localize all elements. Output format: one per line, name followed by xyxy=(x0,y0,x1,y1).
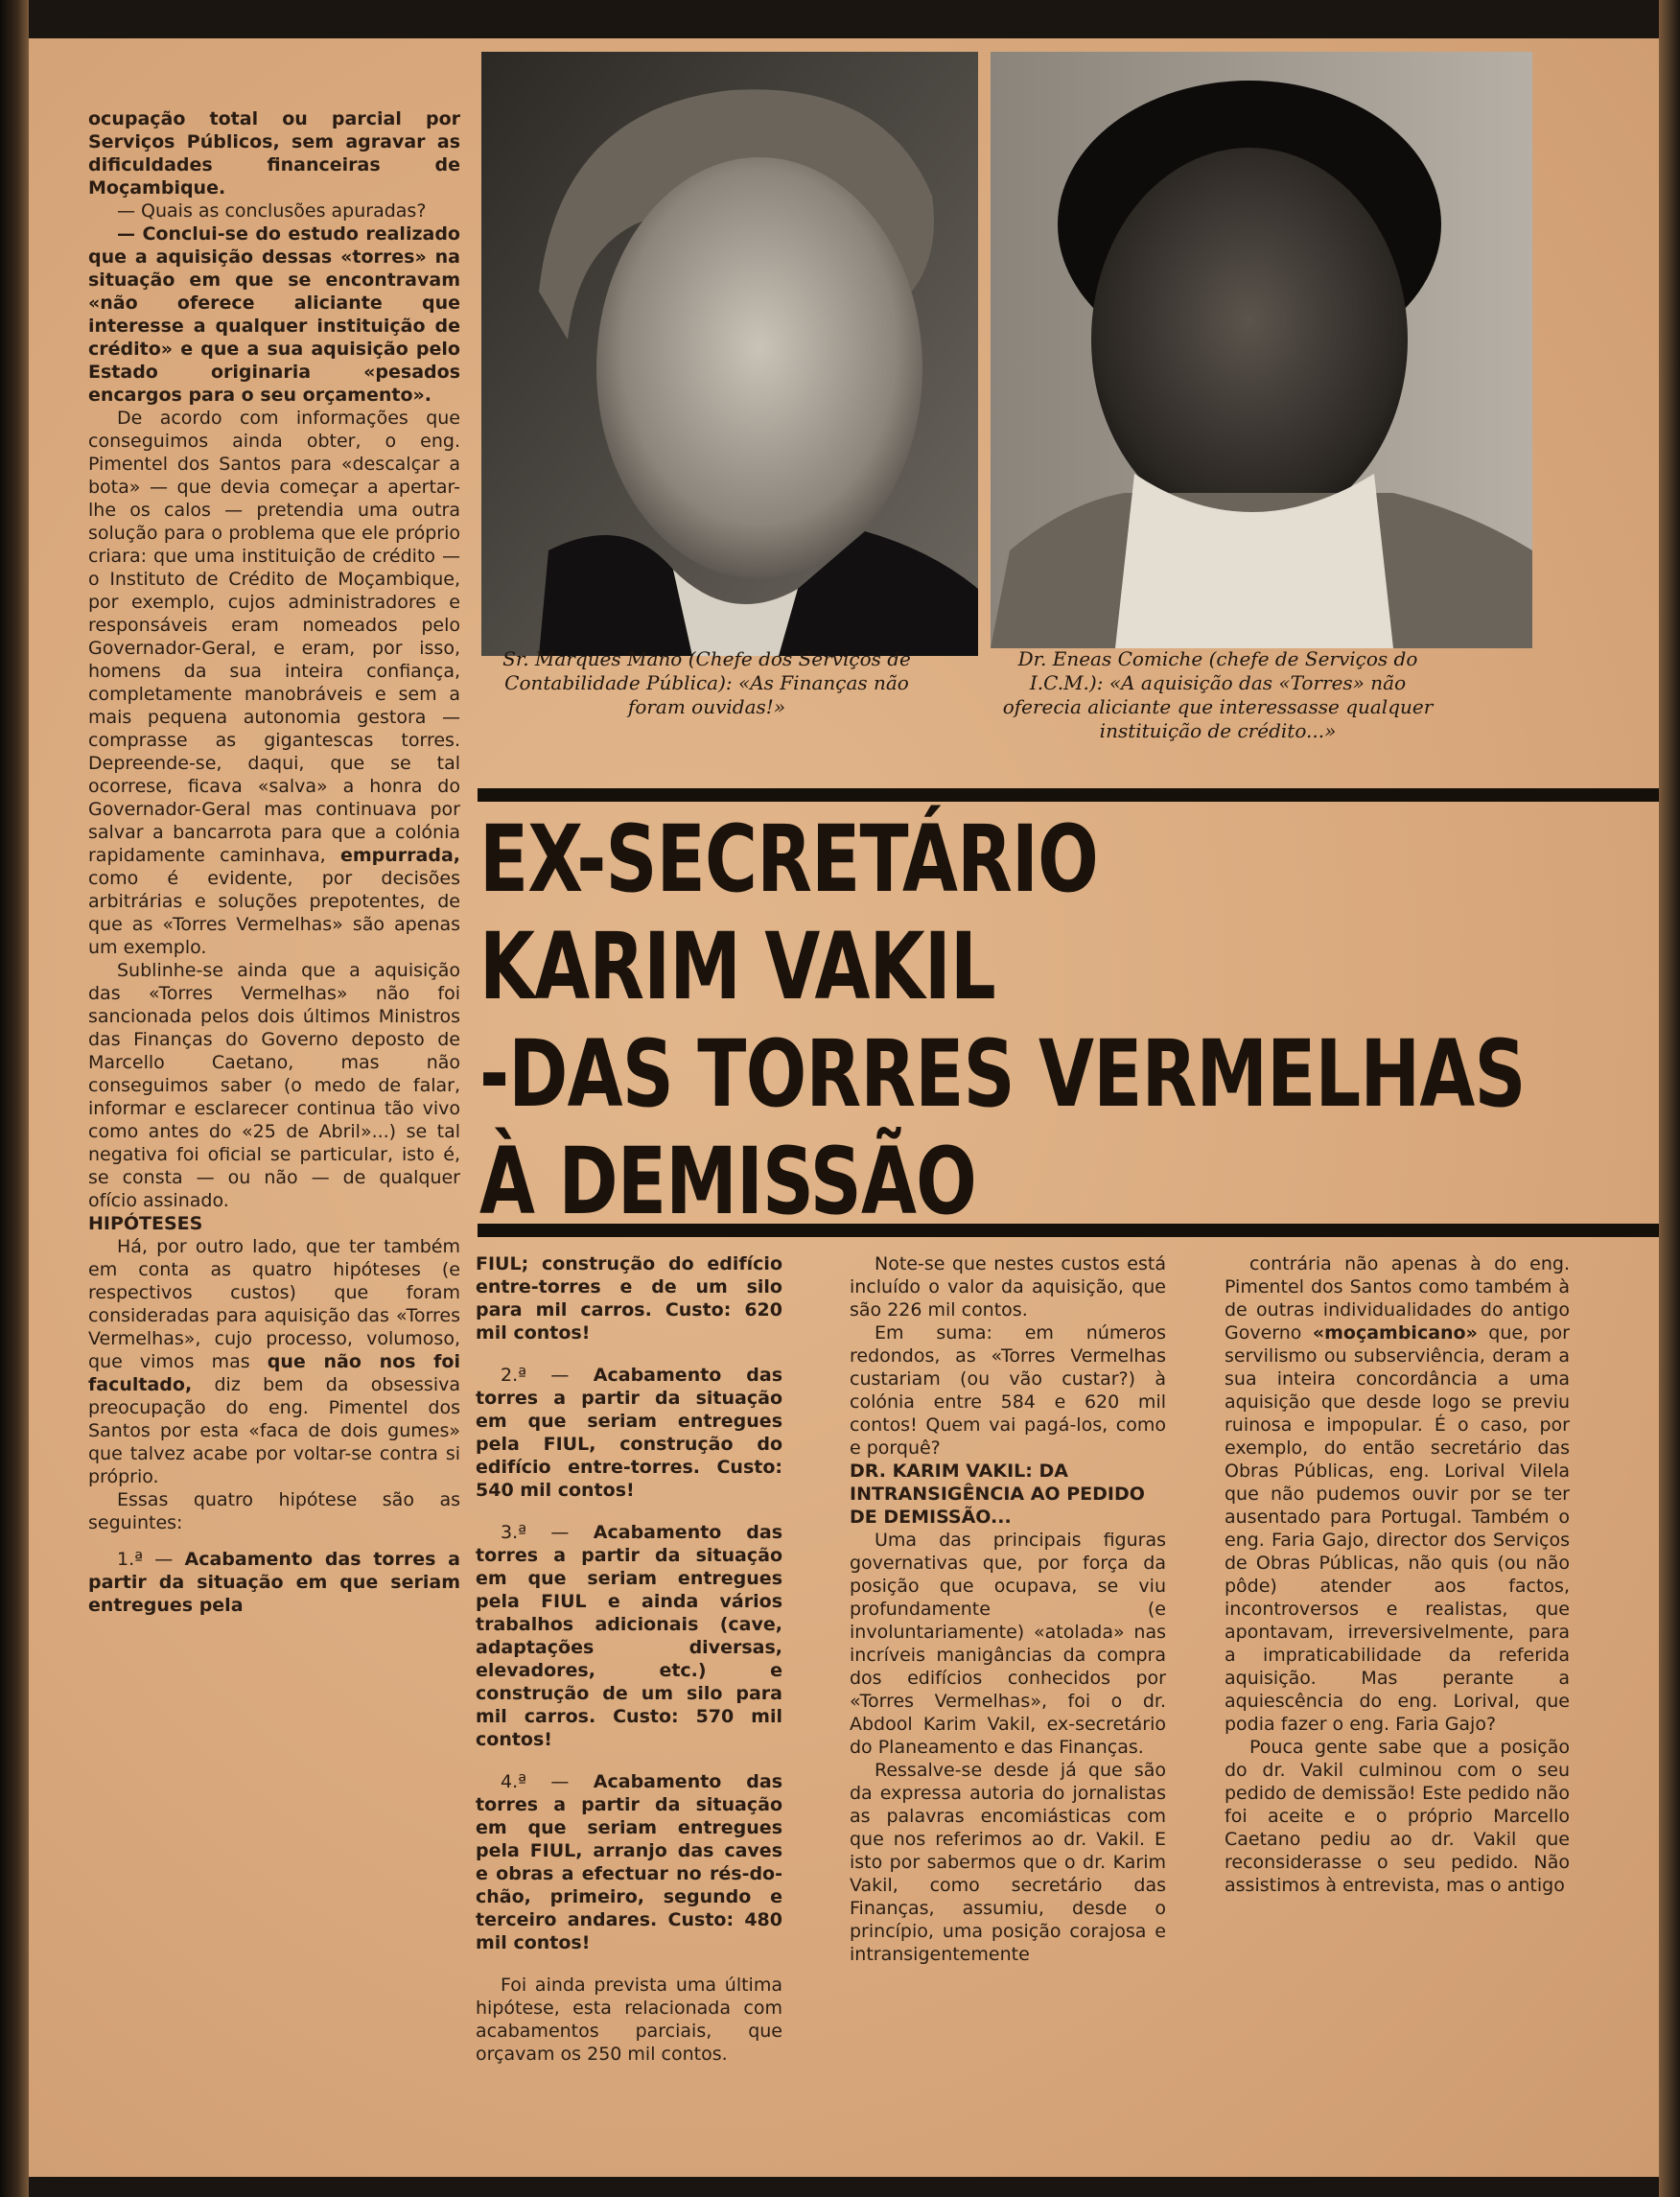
col3-paragraph-4: Ressalve-se desde já que são da expressa autoria do jornalistas as palavras encomiásticas com que nos referimos ao dr. Vakil. E isto por sabermos que o dr. Karim Vakil, como secretário das Finanças, assumiu, desde o princípio, uma posição corajosa e intransigentemente xyxy=(850,1760,1166,1965)
caption-right: Dr. Eneas Comiche (chefe de Serviços do I.C.M.): «A aquisição das «Torres» não oferecia aliciante que interessasse qualquer instituição de crédito...» xyxy=(1002,647,1434,742)
col1-paragraph-2: — Quais as conclusões apuradas? xyxy=(117,200,427,222)
headline-top-rule xyxy=(478,788,1659,802)
col2-item-3-text: Acabamento das torres a partir da situação em que seriam entregues pela FIUL e ainda vários trabalhos adicionais (cave, adaptações diversas, elevadores, etc.) e construção de um silo para mil carros. Custo: 570 mil contos! xyxy=(476,1522,783,1750)
col1-paragraph-4 xyxy=(88,407,460,959)
col2-item-3 xyxy=(476,1521,782,1751)
col2-paragraph-1: FIUL; construção do edifício entre-torres e de um silo para mil carros. Custo: 620 mil contos! xyxy=(476,1253,782,1344)
page-spine xyxy=(0,0,29,2197)
col1-paragraph-4-bold: empurrada, xyxy=(340,845,461,866)
col1-subheading: HIPÓTESES xyxy=(88,1213,203,1234)
col2-item-4 xyxy=(476,1770,782,1954)
headline-line-2: KARIM VAKIL xyxy=(479,913,995,1020)
col3-paragraph-3: Uma das principais figuras governativas que, por força da posição que ocupava, se viu profundamente (e involuntariamente) «atolada» nas incríveis manigâncias da compra dos edifícios conhecidos por «Torres Vermelhas», foi o dr. Abdool Karim Vakil, ex-secretário do Planeamento e das Finanças. xyxy=(850,1530,1166,1758)
col1-item-1-number: 1.ª — xyxy=(117,1549,174,1570)
magazine-page xyxy=(29,38,1659,2177)
col1-paragraph-6-text: Há, por outro lado, que ter também em conta as quatro hipóteses (e respectivos custos) que foram consideradas para aquisição das «Torres Vermelhas», cujo processo, volumoso, que vimos mas xyxy=(88,1236,460,1372)
col2-item-4-text: Acabamento das torres a partir da situação em que seriam entregues pela FIUL, arranjo das caves e obras a efectuar no rés-do-chão, primeiro, segundo e terceiro andares. Custo: 480 mil contos! xyxy=(476,1771,783,1953)
headline-line-3: -DAS TORRES VERMELHAS xyxy=(479,1020,1526,1128)
column-4 xyxy=(1225,1252,1570,1897)
col1-paragraph-6-bold: que não nos foi facultado, xyxy=(88,1351,460,1395)
col4-paragraph-1-bold: «moçambicano» xyxy=(1312,1322,1478,1344)
col1-paragraph-4-tail: como é evidente, por decisões arbitrárias e soluções prepotentes, de que as «Torres Vermelhas» são apenas um exemplo. xyxy=(88,868,460,958)
column-3 xyxy=(850,1252,1166,1966)
col2-paragraph-5: Foi ainda prevista uma última hipótese, esta relacionada com acabamentos parciais, que orçavam os 250 mil contos. xyxy=(476,1975,782,2065)
col1-paragraph-6-tail: diz bem da obsessiva preocupação do eng. Pimentel dos Santos por esta «faca de dois gumes» que talvez acabe por voltar-se contra si próprio. xyxy=(88,1374,460,1487)
col1-paragraph-7: Essas quatro hipótese são as seguintes: xyxy=(88,1489,460,1533)
page-right-edge xyxy=(1659,0,1680,2197)
col2-item-4-number: 4.ª — xyxy=(501,1771,570,1792)
photo-marques-mano xyxy=(481,52,978,656)
col3-subheading: DR. KARIM VAKIL: DA INTRANSIGÊNCIA AO PEDIDO DE DEMISSÃO... xyxy=(850,1461,1145,1528)
col4-paragraph-1 xyxy=(1225,1252,1570,1736)
col3-paragraph-2: Em suma: em números redondos, as «Torres Vermelhas custariam (ou vão custar?) à colónia entre 584 e 620 mil contos! Quem vai pagá-los, como e porquê? xyxy=(850,1322,1166,1459)
col4-paragraph-1-tail: que, por servilismo ou subserviência, deram a sua inteira concordância a uma aquisição que desde logo se previu ruinosa e impopular. É o caso, por exemplo, do então secretário das Obras Públicas, eng. Lorival Vilela que não pudemos ouvir por se ter ausentado para Portugal. Também o eng. Faria Gajo, director dos Serviços de Obras Públicas, não quis (ou não pôde) atender aos factos, incontroversos e realistas, que apontavam, irreversivelmente, para a impraticabilidade da referida aquisição. Mas perante a aquiescência do eng. Lorival, que podia fazer o eng. Faria Gajo? xyxy=(1225,1322,1570,1735)
col2-item-3-number: 3.ª — xyxy=(501,1522,570,1543)
photo-eneas-comiche xyxy=(991,52,1532,648)
column-2 xyxy=(476,1252,782,2066)
column-1 xyxy=(88,107,460,1617)
col3-paragraph-1: Note-se que nestes custos está incluído o valor da aquisição, que são 226 mil contos. xyxy=(850,1253,1166,1321)
col1-paragraph-4-text: De acordo com informações que conseguimos ainda obter, o eng. Pimentel dos Santos para «descalçar a bota» — que devia começar a apertar-lhe os calos — pretendia uma outra solução para o problema que ele próprio criara: que uma instituição de crédito — o Instituto de Crédito de Moçambique, por exemplo, cujos administradores e responsáveis eram nomeados pelo Governador-Geral, e eram, por isso, homens da sua inteira confiança, completamente manobráveis e sem a mais pequena autonomia gestora — comprasse as gigantescas torres. Depreende-se, daqui, que se tal ocorrese, ficava «salva» a honra do Governador-Geral mas continuava por salvar a bancarrota para que a colónia rapidamente caminhava, xyxy=(88,408,460,866)
col2-item-2-text: Acabamento das torres a partir da situação em que seriam entregues pela FIUL, construção do edifício entre-torres. Custo: 540 mil contos! xyxy=(476,1365,783,1501)
portrait-right-image xyxy=(991,52,1532,648)
col2-item-2-number: 2.ª — xyxy=(501,1365,570,1386)
col4-paragraph-1-text: contrária não apenas à do eng. Pimentel dos Santos como também à de outras individualidades do antigo Governo xyxy=(1225,1253,1570,1344)
col1-paragraph-3: — Conclui-se do estudo realizado que a aquisição dessas «torres» na situação em que se encontravam «não oferece aliciante que interesse a qualquer instituição de crédito» e que a sua aquisição pelo Estado originaria «pesados encargos para o seu orçamento». xyxy=(88,223,460,406)
col2-item-2 xyxy=(476,1364,782,1502)
col1-paragraph-6 xyxy=(88,1235,460,1488)
headline-line-1: EX-SECRETÁRIO xyxy=(479,806,1098,913)
col1-paragraph-1: ocupação total ou parcial por Serviços Públicos, sem agravar as dificuldades financeiras de Moçambique. xyxy=(88,108,460,199)
col4-paragraph-2: Pouca gente sabe que a posição do dr. Vakil culminou com o seu pedido de demissão! Este pedido não foi aceite e o próprio Marcello Caetano pediu ao dr. Vakil que reconsiderasse o seu pedido. Não assistimos à entrevista, mas o antigo xyxy=(1225,1737,1570,1896)
headline xyxy=(479,806,1526,1235)
headline-line-4: À DEMISSÃO xyxy=(479,1128,977,1235)
col1-paragraph-8 xyxy=(88,1548,460,1617)
portrait-left-image xyxy=(481,52,978,656)
col1-paragraph-5: Sublinhe-se ainda que a aquisição das «Torres Vermelhas» não foi sancionada pelos dois últimos Ministros das Finanças do Governo deposto de Marcello Caetano, mas não conseguimos saber (o medo de falar, informar e esclarecer continua tão vivo como antes do «25 de Abril»...) se tal negativa foi oficial se particular, isto é, se consta — ou não — de qualquer ofício assinado. xyxy=(88,960,460,1211)
caption-left: Sr. Marques Mano (Chefe dos Serviços de Contabilidade Pública): «As Finanças não foram ouvidas!» xyxy=(502,647,911,718)
col1-item-1-text: Acabamento das torres a partir da situação em que seriam entregues pela xyxy=(88,1549,460,1616)
